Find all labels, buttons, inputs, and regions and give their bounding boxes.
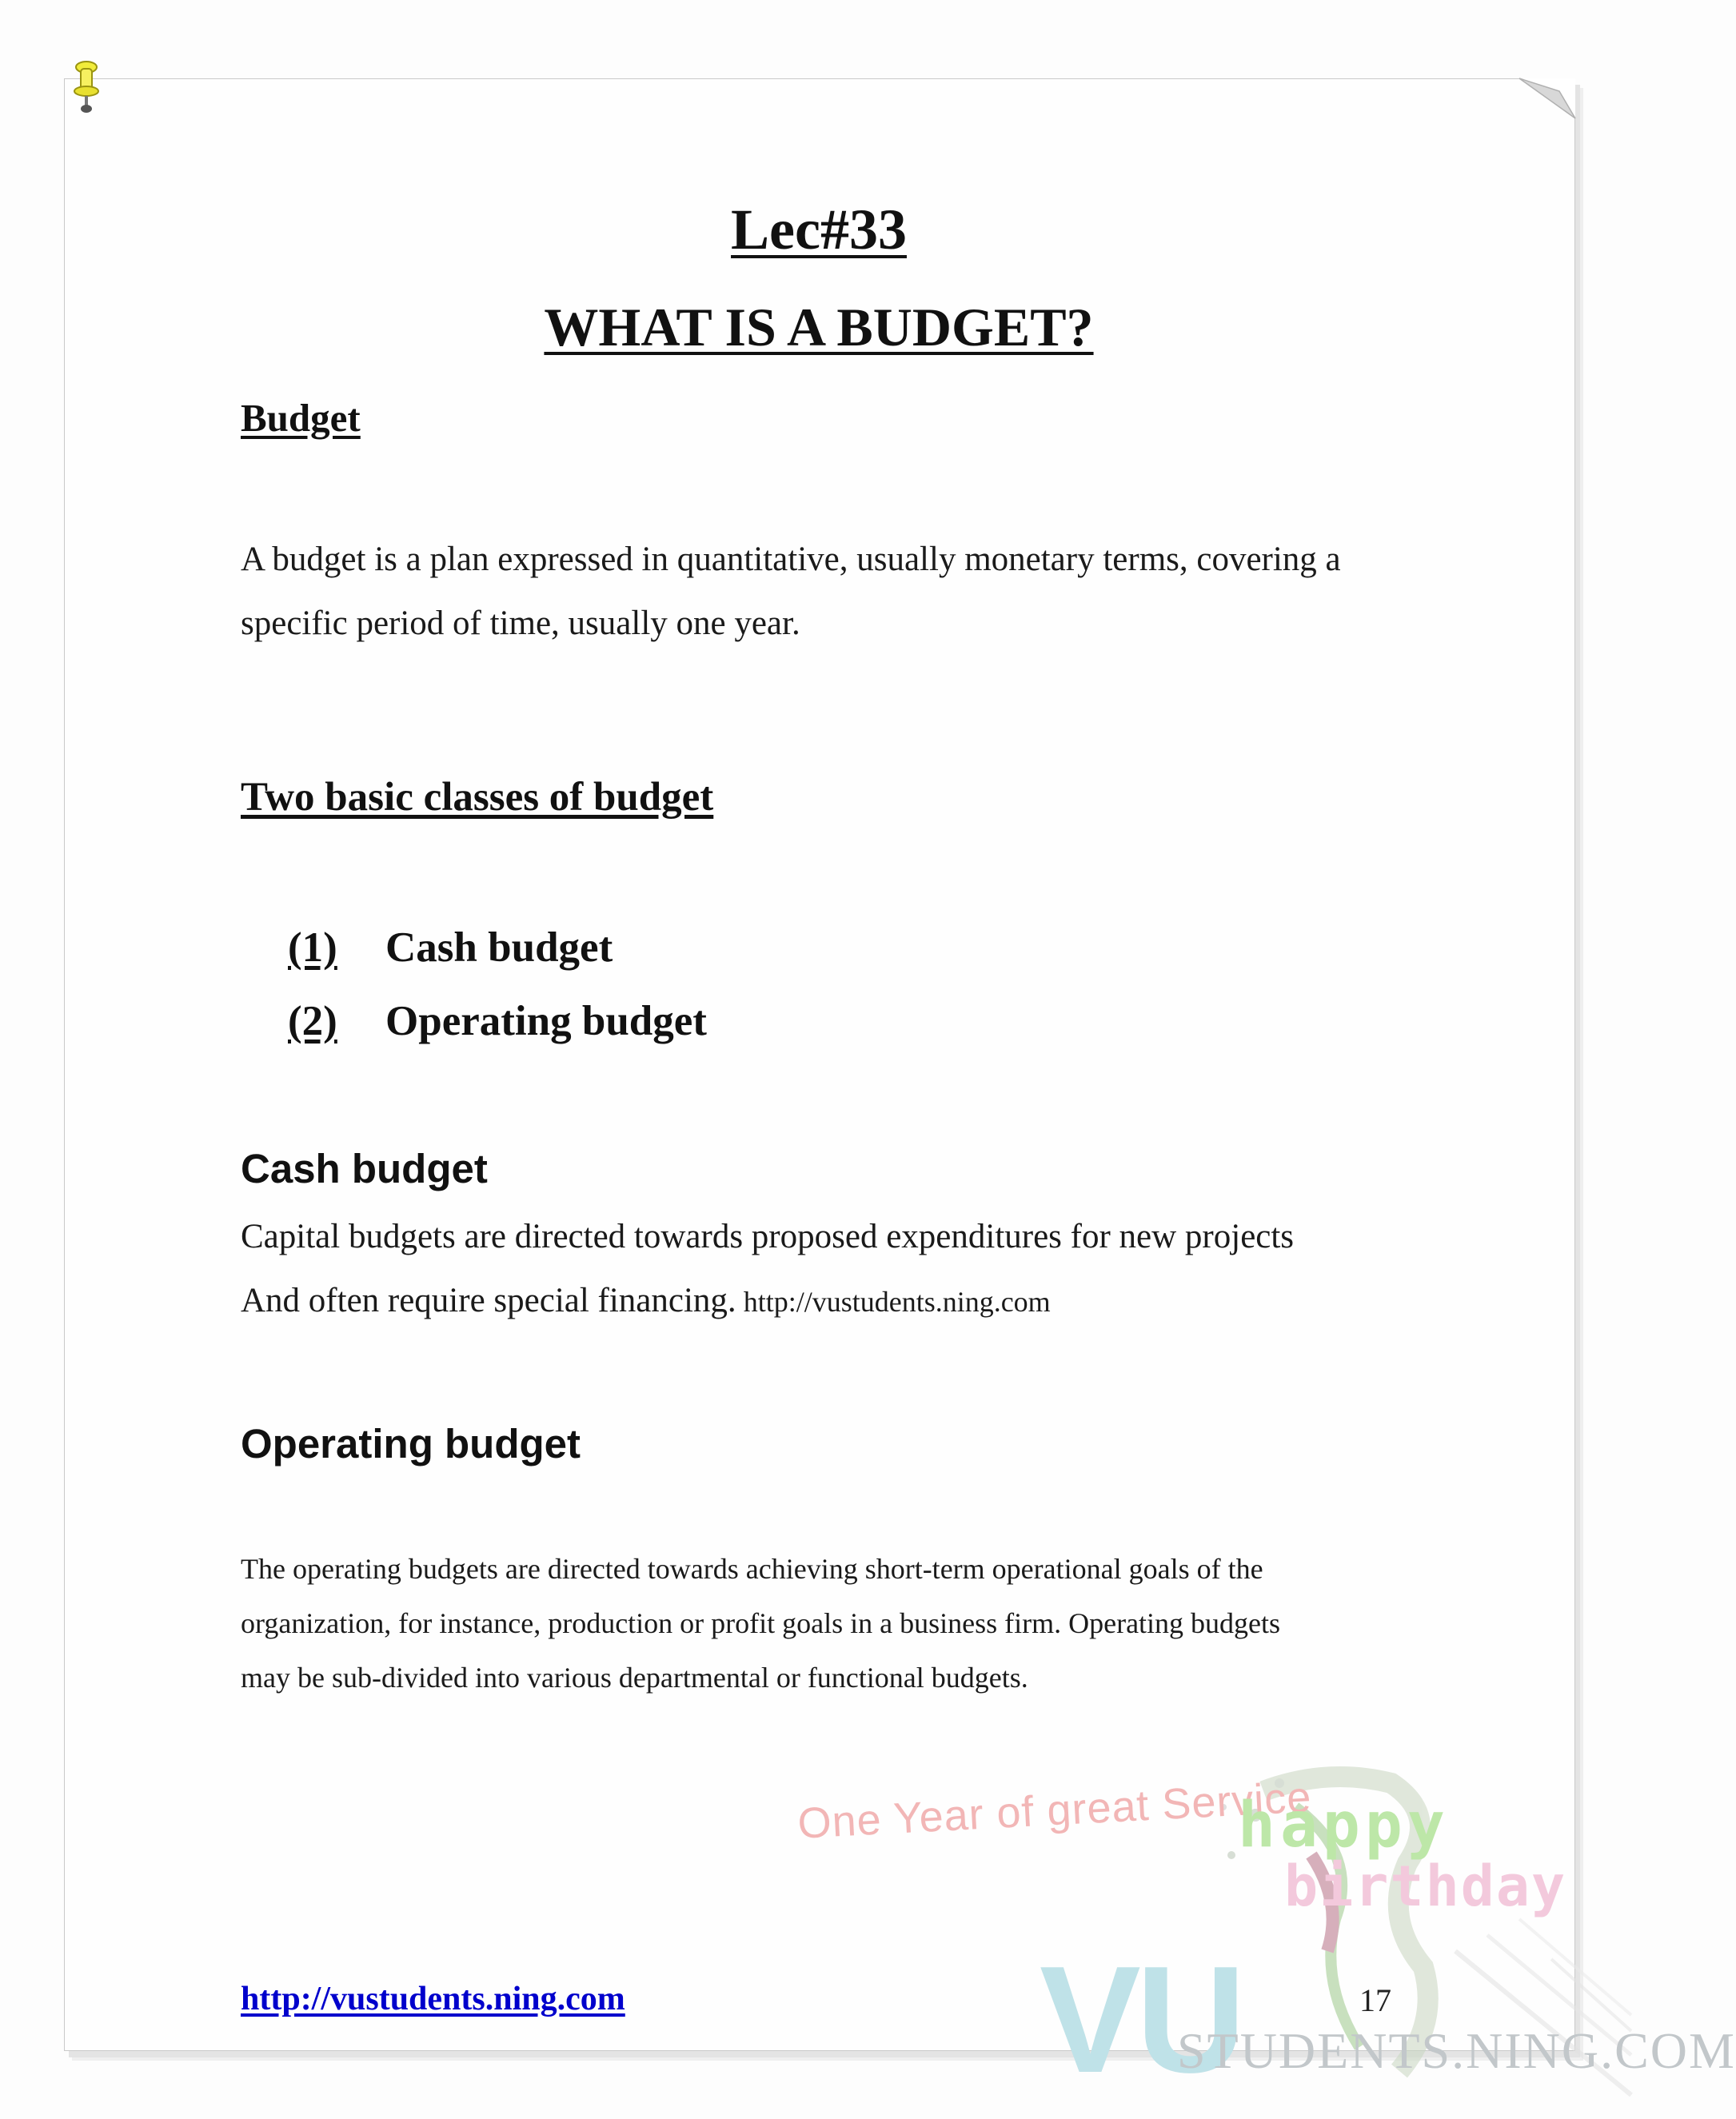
- watermark-happy-text: happy: [1238, 1790, 1450, 1862]
- watermark-students-logo: STUDENTS.NING.COM: [1177, 2022, 1736, 2079]
- budget-classes-list: [288, 920, 707, 1067]
- watermark-birthday-text: birthday: [1284, 1854, 1567, 1919]
- cash-budget-line-with-url: [241, 1269, 1408, 1334]
- cash-budget-text: [241, 1205, 1408, 1334]
- page-curl-icon: [1519, 77, 1575, 118]
- budget-definition-line: A budget is a plan expressed in quantitative, usually monetary terms, covering a: [241, 541, 1341, 578]
- operating-budget-heading: Operating budget: [241, 1421, 581, 1467]
- inline-url: http://vustudents.ning.com: [736, 1286, 1051, 1318]
- budget-definition: [241, 528, 1408, 656]
- operating-budget-line: organization, for instance, production or profit goals in a business firm. Operating budgets: [241, 1607, 1281, 1639]
- operating-budget-line: The operating budgets are directed towards achieving short-term operational goals of the: [241, 1553, 1263, 1585]
- budget-heading: Budget: [241, 396, 361, 440]
- cash-budget-line: And often require special financing.: [241, 1282, 736, 1319]
- footer-link[interactable]: http://vustudents.ning.com: [241, 1981, 625, 2017]
- list-item: [288, 920, 707, 993]
- list-item-number: (2): [288, 998, 337, 1044]
- operating-budget-line: may be sub-divided into various departmental or functional budgets.: [241, 1662, 1028, 1694]
- budget-classes-heading: Two basic classes of budget: [241, 775, 714, 820]
- watermark-vu-logo: VU: [1040, 1935, 1241, 2105]
- lecture-number: Lec#33: [731, 198, 907, 261]
- page-title: WHAT IS A BUDGET?: [544, 297, 1094, 357]
- cash-budget-heading: Cash budget: [241, 1146, 488, 1191]
- list-item: [288, 993, 707, 1067]
- list-item-label: Operating budget: [385, 998, 707, 1044]
- pushpin-icon: [70, 59, 102, 115]
- operating-budget-text: [241, 1542, 1416, 1705]
- list-item-number: (1): [288, 924, 337, 971]
- cash-budget-line: Capital budgets are directed towards proposed expenditures for new projects: [241, 1218, 1295, 1255]
- watermark-service-text: One Year of great Service: [796, 1773, 1313, 1848]
- page-number: 17: [1359, 1982, 1391, 2018]
- budget-definition-line: specific period of time, usually one year.: [241, 605, 800, 642]
- list-item-label: Cash budget: [385, 924, 613, 971]
